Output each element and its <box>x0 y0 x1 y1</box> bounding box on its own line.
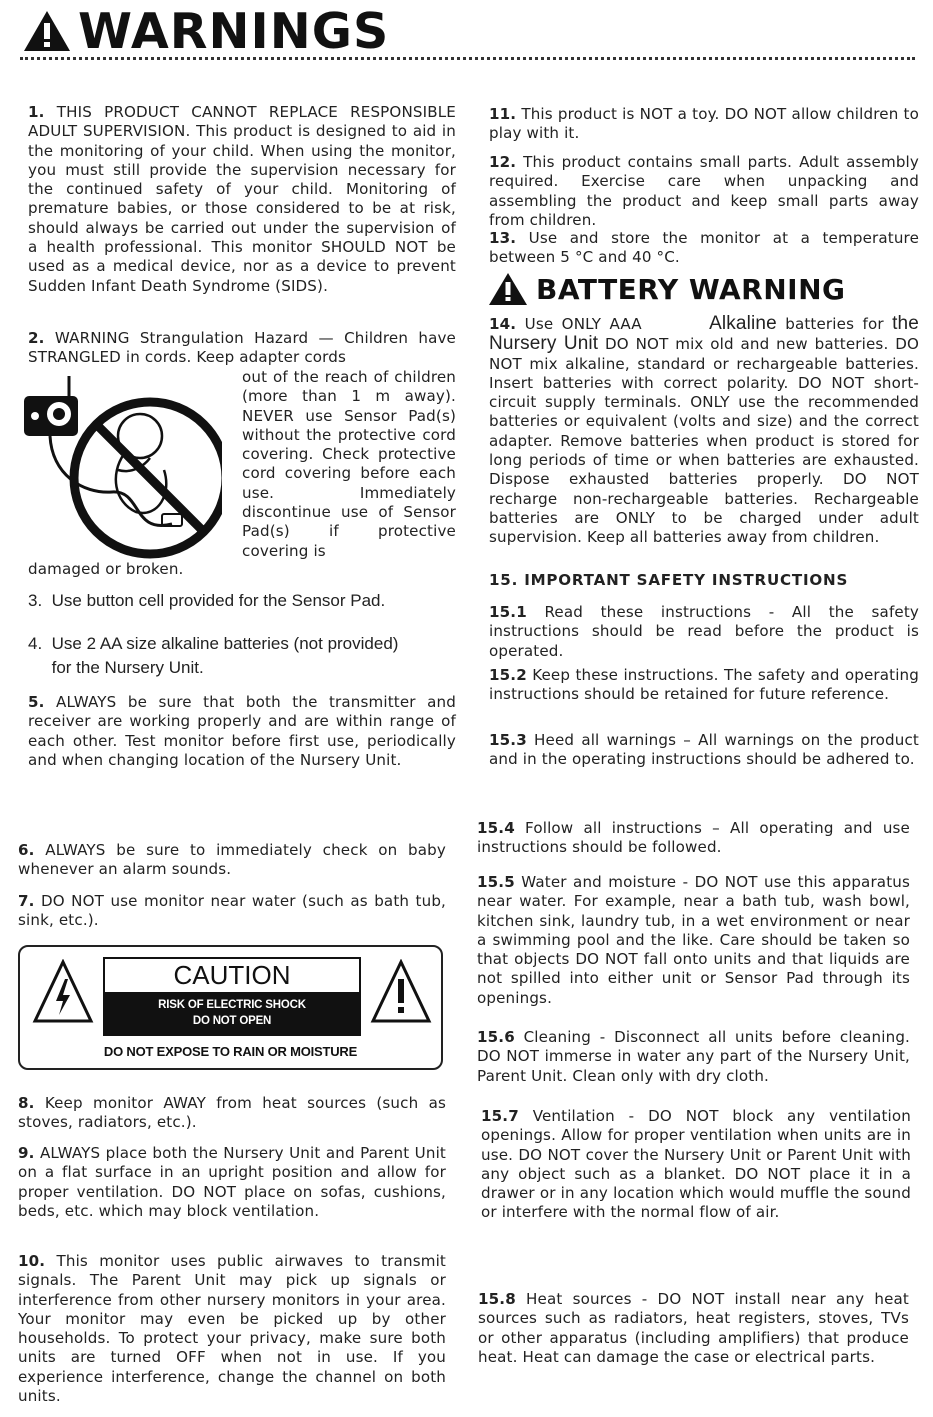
warning-item-10: 10. This monitor uses public airwaves to transmit signals. The Parent Unit may pick up signals or interference from other nursery monitors in your area. Your monitor may even be picked up by other households. To protect your privacy, make sure both units are turned OFF when not in use. If you experience interference, change the channel on both units. <box>18 1252 446 1406</box>
warning-item-11: 11. This product is NOT a toy. DO NOT allow children to play with it. <box>489 105 919 143</box>
warning-item-1: 1. THIS PRODUCT CANNOT REPLACE RESPONSIBLE ADULT SUPERVISION. This product is designed to aid in the monitoring of your child. When using the monitor, you must still provide the supervision necessary for the continued safety of your child. Monitoring of premature babies, or those considered to be at risk, should always be carried out under the supervision of a health professional. This monitor SHOULD NOT be used as a medical device, nor as a device to prevent Sudden Infant Death Syndrome (SIDS). <box>28 103 456 295</box>
safety-item-15-5: 15.5 Water and moisture - DO NOT use this apparatus near water. For example, near a bath tub, wash bowl, kitchen sink, laundry tub, in a wet environment or near a swimming pool and the like. Care should be taken so that objects DO NOT fall onto units and that liquids are not spilled into either unit or Sensor Pad through its openings. <box>477 873 910 1007</box>
caution-title: CAUTION <box>173 960 291 990</box>
warning-triangle-icon <box>22 9 72 53</box>
warning-item-5: 5. ALWAYS be sure that both the transmitter and receiver are working properly and are within range of each other. Test monitor before first use, periodically and when changing location of the Nursery Unit. <box>28 693 456 769</box>
battery-warning-title: BATTERY WARNING <box>536 272 846 306</box>
safety-item-15-1: 15.1 Read these instructions - All the safety instructions should be read before the product is operated. <box>489 603 920 660</box>
header-dotted-divider <box>20 57 915 60</box>
safety-item-15-8: 15.8 Heat sources - DO NOT install near any heat sources such as radiators, heat registers, stoves, TVs or other apparatus (including amplifiers) that produce heat. Heat can damage the case or electrical parts. <box>478 1290 909 1366</box>
strangulation-hazard-illustration <box>22 374 222 560</box>
battery-warning-header <box>488 272 845 306</box>
warning-item-13: 13. Use and store the monitor at a temperature between 5 °C and 40 °C. <box>489 229 919 267</box>
warning-item-2-tail: damaged or broken. <box>28 560 184 578</box>
warning-item-12: 12. This product contains small parts. Adult assembly required. Exercise care when unpacking and assembling the product and keep small parts away from children. <box>489 153 919 229</box>
warning-item-15-heading: 15. IMPORTANT SAFETY INSTRUCTIONS <box>489 571 849 589</box>
exclamation-triangle-icon <box>370 959 432 1025</box>
warning-triangle-icon <box>488 272 528 306</box>
caution-band <box>105 992 359 1034</box>
caution-box <box>103 957 361 1036</box>
warning-item-9: 9. ALWAYS place both the Nursery Unit and Parent Unit on a flat surface in an upright position and allow for proper ventilation. DO NOT place on sofas, cushions, beds, etc. which may block ventilation. <box>18 1144 447 1220</box>
caution-footer: DO NOT EXPOSE TO RAIN OR MOISTURE <box>103 1044 358 1059</box>
warning-item-2-side: out of the reach of children (more than 1 m away). NEVER use Sensor Pad(s) without the protective cord covering. Check protective cord covering before each use. Immediately discontinue use of Sensor Pad(s) if protective covering is <box>242 368 456 560</box>
warning-item-14: 14. Use ONLY AAA Alkaline batteries for the Nursery Unit DO NOT mix old and new batteries. DO NOT mix alkaline, standard or rechargeable batteries. Insert batteries with correct polarity. DO NOT short-circuit supply terminals. ONLY use the recommended batteries or equivalent (volts and size) and the correct adapter. Remove batteries when product is stored for long periods of time or when batteries are exhausted. Dispose exhausted batteries properly. DO NOT recharge non-rechargeable batteries. Rechargeable batteries are ONLY to be charged under adult supervision. Keep all batteries away from children. <box>489 313 919 547</box>
caution-line-2: DO NOT OPEN <box>192 1015 272 1027</box>
caution-label <box>18 945 443 1070</box>
warning-item-3: 3. Use button cell provided for the Sensor Pad. <box>28 591 386 610</box>
warning-item-7: 7. DO NOT use monitor near water (such as bath tub, sink, etc.). <box>18 892 446 930</box>
safety-item-15-3: 15.3 Heed all warnings – All warnings on the product and in the operating instructions should be adhered to. <box>489 731 919 769</box>
caution-line-1: RISK OF ELECTRIC SHOCK <box>158 999 306 1011</box>
page-header <box>22 2 389 60</box>
warning-item-8: 8. Keep monitor AWAY from heat sources (such as stoves, radiators, etc.). <box>18 1094 446 1132</box>
safety-item-15-7: 15.7 Ventilation - DO NOT block any ventilation openings. Allow for proper ventilation when units are in use. DO NOT cover the Nursery Unit or Parent Unit with any object such as a blanket. DO NOT place it in a drawer or in any location which would muffle the sound or interfere with the normal flow of air. <box>481 1107 911 1222</box>
safety-item-15-2: 15.2 Keep these instructions. The safety and operating instructions should be retained for future reference. <box>489 666 919 704</box>
page-title: WARNINGS <box>78 2 390 60</box>
safety-item-15-4: 15.4 Follow all instructions – All operating and use instructions should be followed. <box>477 819 910 857</box>
electric-shock-icon <box>32 959 94 1025</box>
warning-item-2-head: 2. WARNING Strangulation Hazard — Children have STRANGLED in cords. Keep adapter cords <box>28 329 456 367</box>
warning-item-4: 4. Use 2 AA size alkaline batteries (not provided) for the Nursery Unit. <box>28 634 399 677</box>
warning-item-6: 6. ALWAYS be sure to immediately check on baby whenever an alarm sounds. <box>18 841 446 879</box>
safety-item-15-6: 15.6 Cleaning - Disconnect all units before cleaning. DO NOT immerse in water any part of the Nursery Unit, Parent Unit. Clean only with dry cloth. <box>477 1028 910 1085</box>
